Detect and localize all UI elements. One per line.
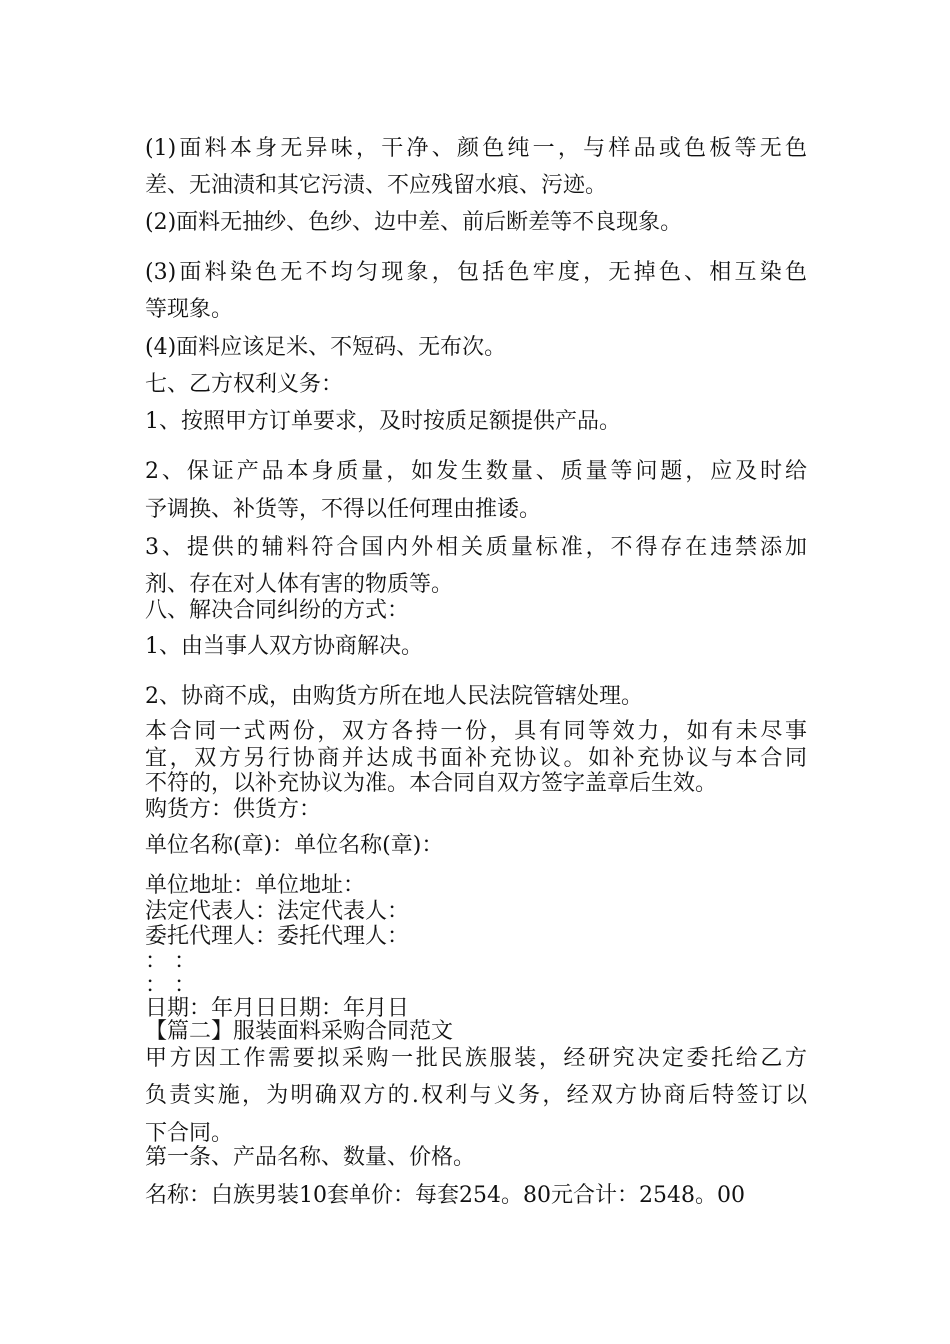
text-line: 甲方因工作需要拟采购一批民族服装，经研究决定委托给乙方 bbox=[145, 1046, 807, 1071]
section-heading: 八、解决合同纠纷的方式： bbox=[145, 598, 410, 623]
text-line: 等现象。 bbox=[145, 297, 234, 322]
signature-line: ： ： bbox=[145, 949, 196, 974]
text-line: 2、保证产品本身质量，如发生数量、质量等问题，应及时给 bbox=[145, 459, 807, 484]
section-heading: 七、乙方权利义务： bbox=[145, 372, 344, 397]
signature-line: 委托代理人：委托代理人： bbox=[145, 924, 410, 949]
date-line: 日期：年月日日期：年月日 bbox=[145, 996, 410, 1021]
text-line: 予调换、补货等，不得以任何理由推诿。 bbox=[145, 497, 542, 522]
text-line: 宜，双方另行协商并达成书面补充协议。如补充协议与本合同 bbox=[145, 746, 807, 771]
text-line: (2)面料无抽纱、色纱、边中差、前后断差等不良现象。 bbox=[145, 210, 683, 235]
text-line: 名称：白族男装10套单价：每套254。80元合计：2548。00 bbox=[145, 1183, 745, 1208]
text-line: (1)面料本身无异味，干净、颜色纯一，与样品或色板等无色 bbox=[145, 136, 807, 161]
text-line: 差、无油渍和其它污渍、不应残留水痕、污迹。 bbox=[145, 173, 608, 198]
text-line: 剂、存在对人体有害的物质等。 bbox=[145, 572, 454, 597]
signature-line: 单位地址：单位地址： bbox=[145, 873, 366, 898]
text-line: 不符的，以补充协议为准。本合同自双方签字盖章后生效。 bbox=[145, 771, 718, 796]
section-title: 【篇二】服装面料采购合同范文 bbox=[145, 1019, 454, 1044]
signature-line: 法定代表人：法定代表人： bbox=[145, 899, 410, 924]
text-line: 下合同。 bbox=[145, 1121, 234, 1146]
section-heading: 第一条、产品名称、数量、价格。 bbox=[145, 1145, 476, 1170]
text-line: 3、提供的辅料符合国内外相关质量标准，不得存在违禁添加 bbox=[145, 535, 807, 560]
text-line: 负责实施，为明确双方的.权利与义务，经双方协商后特签订以 bbox=[145, 1083, 807, 1108]
signature-line: 购货方：供货方： bbox=[145, 797, 322, 822]
text-line: (4)面料应该足米、不短码、无布次。 bbox=[145, 335, 507, 360]
text-line: 2、协商不成，由购货方所在地人民法院管辖处理。 bbox=[145, 684, 643, 709]
text-line: (3)面料染色无不均匀现象，包括色牢度，无掉色、相互染色 bbox=[145, 260, 807, 285]
signature-line: ： ： bbox=[145, 973, 196, 998]
text-line: 本合同一式两份，双方各持一份，具有同等效力，如有未尽事 bbox=[145, 719, 807, 744]
text-line: 1、按照甲方订单要求，及时按质足额提供产品。 bbox=[145, 409, 621, 434]
signature-line: 单位名称(章)：单位名称(章)： bbox=[145, 833, 444, 858]
text-line: 1、由当事人双方协商解决。 bbox=[145, 634, 423, 659]
